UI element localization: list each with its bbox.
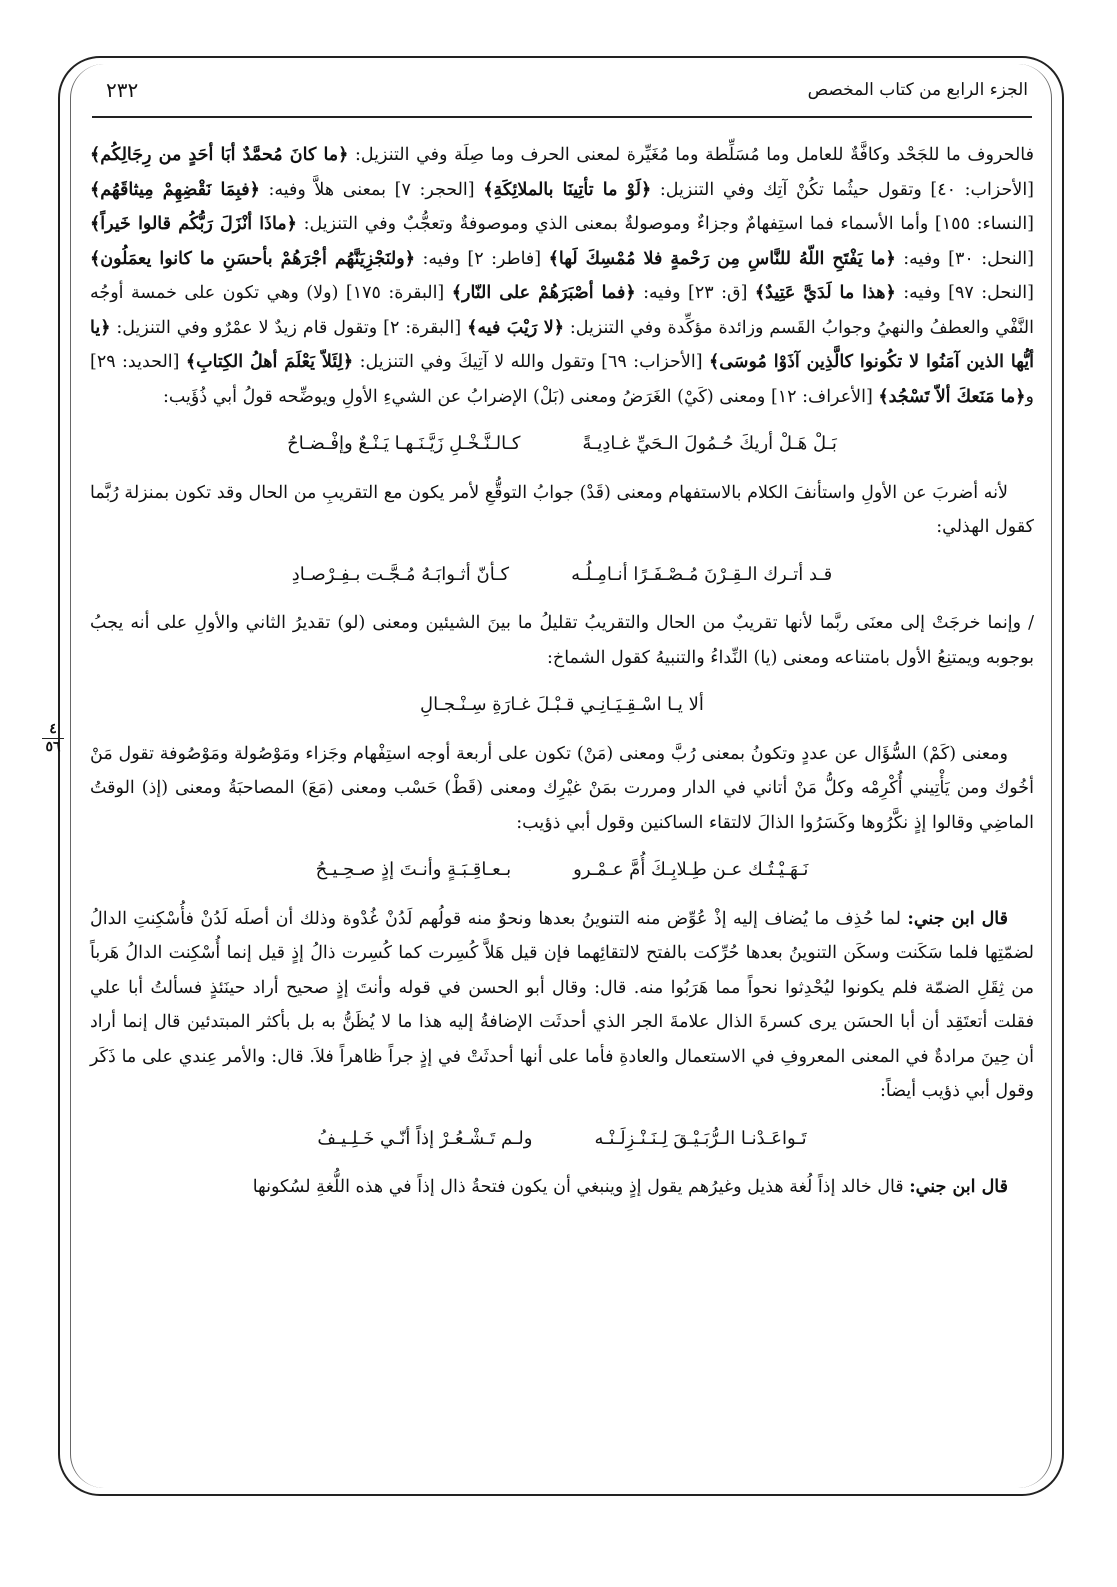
text-run: لما حُذِف ما يُضاف إليه إذْ عُوِّض منه التنوينُ بعدها ونحوٌ منه قولُهم لَدُنْ غُدْوة وذلك أن أصلَه لَدُنْ فأُسْكِنتِ الدالُ لضمّتِها فلما سَكَنت وسكَن التنوينُ بعدها حُرِّكت بالفتح لالتقائِهما فإن قيل هَلاَّ كُسِرت كما كُسِرت ذالُ إذٍ قيل إنما أُسْكِنت الدالُ هَرباً من ثِقَلِ الضمّة فلم يكونوا ليُحْدِثوا نحواً مما هَرَبُوا منه. قال: وقال أبو الحسن في قوله وأنتَ إذٍ صحيح أراد حينَئذٍ فسألتُ أبا علي فقلت أتعتَقِد أن أبا الحسَن يرى كسرةَ الذال علامةَ الجر الذي أحدثَت الإضافةُ إليه هذا ما لا يُظَنُّ به بل بأكثر المبتدئين قال إنما أراد أن حِينَ مرادةٌ في المعنى المعروفِ في الاستعمال والعادةِ فأما على أنها أحدثَتْ في إذٍ جراً ظاهراً فلاَ. قال: والأمر عِندي على ما ذَكَر وقول أبي ذؤيب أيضاً:	[90, 908, 1034, 1101]
speaker-label: قال ابن جني:	[907, 908, 1008, 929]
paragraph-6	[90, 1170, 1034, 1205]
quran-quote: ﴿لا رَيْبَ فيه﴾	[467, 317, 564, 338]
text-run: [النحل: ٩٧] وفيه:	[895, 283, 1034, 303]
poetry-verse-2	[90, 558, 1034, 593]
quran-quote: ﴿لِئَلاّ يَعْلَمَ أهلُ الكِتابِ﴾	[185, 352, 354, 372]
text-run: قال خالد إذاً لُغة هذيل وغيرُهم يقول إذٍ وينبغي أن يكون فتحةُ ذال إذاً في هذه اللُّغةِ لسُكونها	[252, 1177, 910, 1197]
text-run: [الأحزاب: ٤٠] وتقول حيثُما تكُنْ آتِك وفي التنزيل:	[651, 179, 1035, 200]
text-run: [الأحزاب: ٦٩] وتقول والله لا آتِيكَ وفي التنزيل:	[353, 352, 709, 372]
quran-quote: ﴿فما أصْبَرَهُمْ على النّار﴾	[451, 283, 636, 303]
quran-quote: ﴿يا أيُّها الذين آمَنُوا لا تكُونوا كالَّذِين آذَوْا مُوسَى﴾	[90, 317, 1034, 372]
speaker-label: قال ابن جني:	[909, 1177, 1008, 1197]
poetry-verse-3: ألا يـا اسْـقِـيَـانِـي قـبْـلَ غـارَةِ سِـنْـجـالِ	[420, 694, 704, 715]
verse-first-hemistich: نَـهَـيْـتُـك عـن طِـلابِـكَ أُمَّ عـمْـرو	[573, 859, 809, 880]
text-run: [ق: ٢٣] وفيه:	[635, 283, 755, 303]
text-run: [الحجر: ٧] بمعنى هلاَّ وفيه:	[259, 179, 484, 200]
paragraph-3: / وإنما خرجَتْ إلى معنَى ربَّما لأنها تقريبٌ من الحال والتقريبُ تقليلُ ما بينَ الشيئين ومعنى (لو) تقديرُ الثاني والأولِ على أنه يجبُ بوجوبه ويمتنِعُ الأول بامتناعه ومعنى (يا) النِّداءُ والتنبيهُ كقول الشماخ:	[90, 613, 1034, 668]
paragraph-1	[90, 138, 1034, 414]
quran-quote: ﴿لَوْ ما تأتِينَا بالملائِكَةِ﴾	[483, 179, 652, 200]
quran-quote: ﴿ولنَجْزِيَنَّهُم أجْرَهُمْ بأحسَنِ ما كانوا يعمَلُون﴾	[90, 248, 415, 269]
quran-quote: ﴿ما يَفْتَحِ اللّهُ للنَّاسِ مِن رَحْمةٍ فلا مُمْسِكَ لَها﴾	[548, 248, 896, 269]
poetry-verse-5	[90, 1122, 1034, 1157]
text-run: [الأعراف: ١٢] ومعنى (كَيْ) الغَرَضُ ومعنى (بَلْ) الإضرابُ عن الشيءِ الأولِ ويوضِّحه قولُ أبي ذُؤَيب:	[162, 386, 879, 407]
paragraph-5	[90, 902, 1034, 1109]
book-title: الجزء الرابع من كتاب المخصص	[807, 80, 1028, 100]
main-text	[90, 138, 1034, 1205]
margin-ref-bottom: ٥٦	[45, 739, 61, 755]
running-header	[92, 74, 1032, 118]
verse-second-hemistich: بـعـاقِـبَـةٍ وأنـتَ إذٍ صـحِـيـحُ	[315, 859, 512, 880]
quran-quote: ﴿ما كانَ مُحمَّدٌ أبَا أحَدٍ من رِجَالِكُم﴾	[90, 145, 349, 165]
text-run: [فاطر: ٢] وفيه:	[414, 248, 549, 269]
quran-quote: ﴿فبِمَا نَقْضِهِمْ مِيثاقَهُم﴾	[90, 179, 260, 200]
text-run: [النساء: ١٥٥] وأما الأسماء فما استِفهامٌ وجزاءٌ وموصولةٌ بمعنى الذي وموصوفةٌ وتعجُّبٌ وفي التنزيل:	[296, 214, 1035, 234]
verse-first-hemistich: تَـواعَـدْنـا الـرُّبَـيْـقَ لِـنَـنْـزِلَـنْـه	[594, 1127, 807, 1149]
paragraph-2: لأنه أضربَ عن الأولِ واستأنفَ الكلام بالاستفهام ومعنى (قَدْ) جوابُ التوقُّعِ لأمر يكون مع التقريبِ من الحال وقد تكون بمنزلة رُبَّما كقول الهذلي:	[90, 482, 1034, 537]
verse-second-hemistich: كـالـنَّـخْـلِ زَيَّـنَـهـا يَـنْـعٌ وإفْـضـاحُ	[287, 433, 521, 454]
verse-first-hemistich: قـد أتـرك الـقِـرْنَ مُـصْـفَـرًا أنـامِـلُـه	[571, 563, 833, 585]
verse-second-hemistich: كـأنّ أثـوابَـهُ مُـجَّـت بـفِـرْصـادِ	[291, 563, 510, 585]
text-run: [البقرة: ١٧٥] (ولا) وهي تكون على خمسة أوجُه النَّفْي والعطفُ والنهيُ وجوابُ القَسم وزائدة مؤكِّدة وفي التنزيل:	[90, 283, 1034, 338]
poetry-verse-1	[90, 427, 1034, 462]
margin-ref-top: ٤	[49, 721, 57, 737]
quran-quote: ﴿ماذَا أنْزَلَ رَبُّكُم قالوا خَيراً﴾	[90, 214, 297, 234]
paragraph-4: ومعنى (كَمْ) السُّؤَال عن عددٍ وتكونُ بمعنى رُبَّ ومعنى (مَنْ) تكون على أربعة أوجه استِفْهام وجَزاء ومَوْصُولة ومَوْصُوفة تقول مَنْ أخُوك ومن يَأْتِيني أُكْرِمْه وكلُّ مَنْ أتاني في الدار ومررت بمَنْ غيْرِك ومعنى (قَطْ) حَسْب ومعنى (مَعَ) المصاحبَةُ ومعنى (إذ) الوقتُ الماضِي وقالوا إذٍ نكَّرُوها وكَسَرُوا الذالَ لالتقاء الساكنين وقول أبي ذؤيب:	[90, 743, 1034, 833]
page-number: ٢٣٢	[106, 78, 139, 102]
verse-first-hemistich: بَـلْ هَـلْ أريكَ حُـمُولَ الـحَيِّ غـادِيـةً	[582, 433, 837, 454]
margin-page-reference	[38, 722, 68, 755]
poetry-verse-4	[90, 853, 1034, 888]
quran-quote: ﴿ما مَنَعكَ ألاّ تَسْجُد﴾	[878, 386, 1026, 407]
quran-quote: ﴿هذا ما لَدَيَّ عَتِيدٌ﴾	[754, 283, 896, 303]
text-run: [البقرة: ٢] وتقول قام زيدٌ لا عمْرٌو وفي التنزيل:	[110, 317, 468, 338]
text-run: [النحل: ٣٠] وفيه:	[895, 248, 1034, 269]
text-run: [الحديد: ٢٩] و	[90, 352, 1034, 407]
verse-second-hemistich: ولـم تَـشْـعُـرْ إذاً أنّـي خَـلِـيـفُ	[317, 1127, 533, 1149]
text-run: فالحروف ما للجَحْد وكافَّةٌ للعامل وما مُسَلِّطة وما مُغَيِّرة لمعنى الحرف وما صِلَة وفي التنزيل:	[348, 145, 1034, 165]
